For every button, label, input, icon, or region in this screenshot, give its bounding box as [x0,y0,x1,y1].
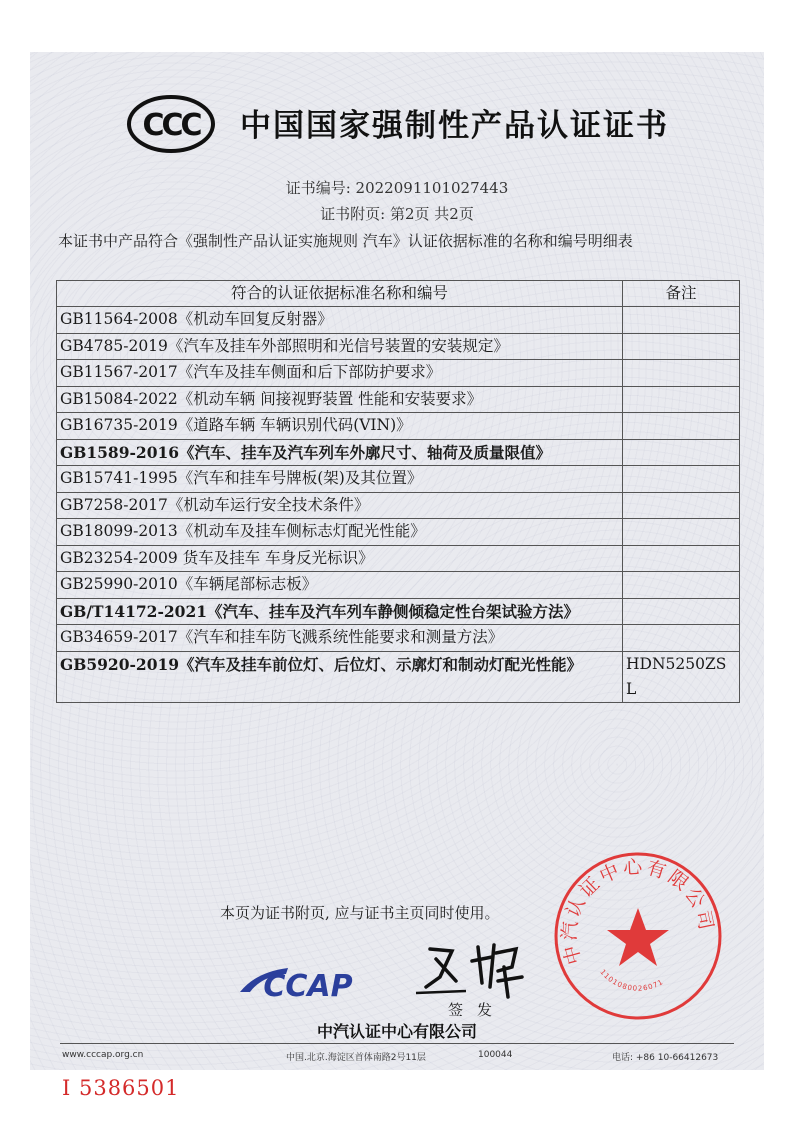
appendix-note: 本页为证书附页, 应与证书主页同时使用。 [220,904,500,922]
table-row [57,651,740,702]
star-icon [607,908,669,966]
remark-cell [623,572,740,599]
remark-cell [623,360,740,387]
remark-cell [623,413,740,440]
standard-cell: GB11564-2008《机动车回复反射器》 [57,307,623,334]
footer-postcode: 100044 [478,1050,513,1060]
standard-cell: GB16735-2019《道路车辆 车辆识别代码(VIN)》 [57,413,623,440]
standards-table [56,280,740,703]
standard-cell: GB11567-2017《汽车及挂车侧面和后下部防护要求》 [57,360,623,387]
official-seal [552,850,724,1022]
standard-cell: GB/T14172-2021《汽车、挂车及汽车列车静侧倾稳定性台架试验方法》 [57,598,623,625]
sign-label: 签发 [448,1001,507,1019]
table-row [57,572,740,599]
remark-cell: HDN5250ZSL [623,651,740,702]
seal-text: 中汽认证中心有限公司 [558,855,718,967]
table-row [57,466,740,493]
standard-cell: GB5920-2019《汽车及挂车前位灯、后位灯、示廓灯和制动灯配光性能》 [57,651,623,702]
signature [412,937,530,1005]
company-name: 中汽认证中心有限公司 [316,1022,477,1041]
column-header-remark: 备注 [623,281,740,307]
svg-text:1101080026071 [598,968,665,993]
footer-address: 中国.北京.海淀区首体南路2号11层 [286,1053,426,1063]
table-row [57,598,740,625]
table-row [57,413,740,440]
page-title: 中国国家强制性产品认证证书 [240,108,669,144]
seal-number: 1101080026071 [598,968,665,993]
ccc-logo [126,94,216,154]
certificate-number: 证书编号: 2022091101027443 [285,179,509,197]
ccc-logo-text: CCC [142,108,200,143]
ccap-logo-text: CCAP [263,969,353,1004]
remark-cell [623,466,740,493]
remark-cell [623,519,740,546]
standard-cell: GB34659-2017《汽车和挂车防飞溅系统性能要求和测量方法》 [57,625,623,652]
table-row [57,545,740,572]
standard-cell: GB15084-2022《机动车辆 间接视野装置 性能和安装要求》 [57,386,623,413]
ccap-logo [236,962,374,1008]
standard-cell: GB25990-2010《车辆尾部标志板》 [57,572,623,599]
table-row [57,439,740,466]
standard-cell: GB7258-2017《机动车运行安全技术条件》 [57,492,623,519]
table-row [57,360,740,387]
table-row [57,492,740,519]
table-header-row [57,281,740,307]
remark-cell [623,545,740,572]
remark-cell [623,439,740,466]
table-row [57,307,740,334]
remark-cell [623,598,740,625]
serial-number: I 5386501 [62,1076,180,1100]
footer-phone: 电话: +86 10-66412673 [612,1053,719,1063]
standard-cell: GB18099-2013《机动车及挂车侧标志灯配光性能》 [57,519,623,546]
standard-cell: GB15741-1995《汽车和挂车号牌板(架)及其位置》 [57,466,623,493]
remark-cell [623,625,740,652]
table-row [57,625,740,652]
standard-cell: GB4785-2019《汽车及挂车外部照明和光信号装置的安装规定》 [57,333,623,360]
remark-cell [623,386,740,413]
column-header-standard: 符合的认证依据标准名称和编号 [57,281,623,307]
footer-website: www.cccap.org.cn [62,1050,144,1060]
remark-cell [623,307,740,334]
certificate-appendix: 证书附页: 第2页 共2页 [320,205,474,223]
standard-cell: GB1589-2016《汽车、挂车及汽车列车外廓尺寸、轴荷及质量限值》 [57,439,623,466]
table-row [57,386,740,413]
intro-text: 本证书中产品符合《强制性产品认证实施规则 汽车》认证依据标准的名称和编号明细表 [58,232,633,250]
footer-divider [60,1043,734,1044]
remark-cell [623,333,740,360]
remark-cell [623,492,740,519]
standard-cell: GB23254-2009 货车及挂车 车身反光标识》 [57,545,623,572]
table-row [57,333,740,360]
table-row [57,519,740,546]
